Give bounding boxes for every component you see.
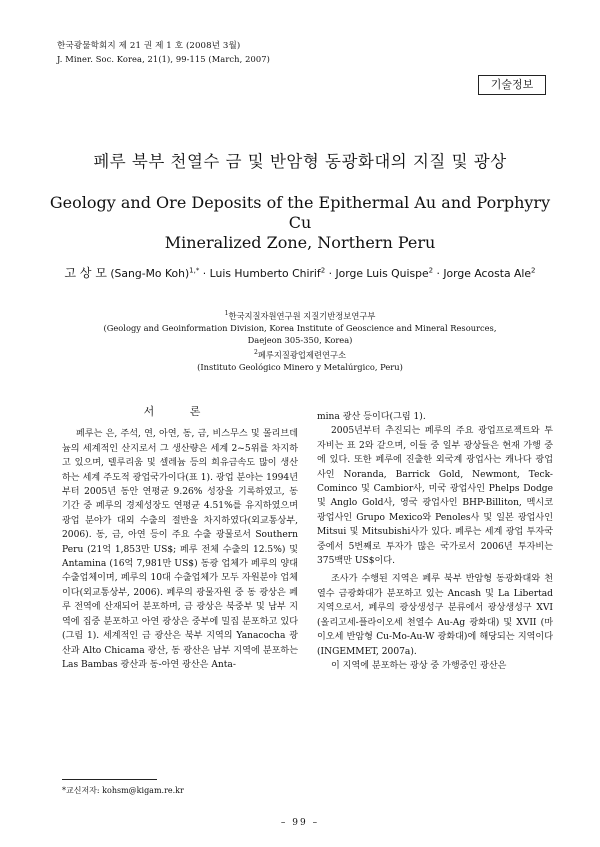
affiliation-1-address: Daejeon 305-350, Korea) [247,335,353,346]
affiliation-1-superscript: 1 [224,310,229,317]
affiliation-2-english: (Instituto Geológico Minero y Metalúrgico, Peru) [197,361,403,372]
left-paragraph-1: 페루는 은, 주석, 연, 아연, 동, 금, 비스무스 및 몰리브데늄의 세계적인 산지로서 그 생산량은 세계 2~5위를 차지하고 있으며, 텔루리움 및 셀레늄 등의 희유금속도 많이 생산하는 세계 주도적 광업국가이다(표 1). 광업 분야는 1994년부터 2005년 동안 연평균 9.26% 성장을 기록하였고, 동 기간 중 페루의 경제성장도 연평균 4.51%를 유지하였으며 광업 분야가 대외 수출의 절반을 차지하였다(외교통상부, 2006). 동, 금, 아연 등이 주요 수출 광물로서 Southern Peru (21억 1,853만 US$; 페루 전체 수출의 12.5%) 및 Antamina (16억 7,981만 US$) 동광 업체가 페루의 양대 수출업체이며, 페루의 10대 수출업체가 모두 자원분야 업체이다(외교통상부, 2006). 페루의 광물자원 중 동 광상은 페루 전역에 산재되어 분포하며, 금 광상은 북중부 및 남부 지역에 집중 분포하고 아연 광상은 중부에 밀집 분포하고 있다(그림 1). 세계적인 금 광산은 북부 지역의 Yanacocha 광산과 Alto Chicama 광산, 동 광산은 남부 지역에 분포하는 Las Bambas 광산과 동-아연 광산은 Anta- [62,429,298,670]
footnote-corresponding-author: *교신저자: kohsm@kigam.re.kr [62,786,184,795]
journal-header [57,40,270,65]
author-2: · Luis Humberto Chirif [199,267,321,280]
title-english-line-1: Geology and Ore Deposits of the Epithermal Au and Porphyry Cu [49,193,551,232]
title-english [40,193,560,253]
section-heading-introduction: 서 론 [143,405,217,418]
article-type-tag: 기술정보 [478,75,546,95]
affiliation-1 [0,308,600,322]
affiliation-1-korean: 한국지질자원연구원 지질기반정보연구부 [228,310,376,321]
right-paragraph-4: 이 지역에 분포하는 광상 중 가행중인 광산은 [331,660,507,671]
author-3-superscript: 2 [428,266,434,275]
right-paragraph-3: 조사가 수행된 지역은 페루 북부 반암형 동광화대와 천열수 금광화대가 분포하고 있는 Ancash 및 La Libertad 지역으로서, 페루의 광상생성구 분류에서 광상생성구 XVI (올리고세-플라이오세 천열수 Au-Ag 광화대) 및 XVII (마이오세 반암형 Cu-Mo-Au-W 광화대)에 해당되는 지역이다(INGEMMET, 2007a). [317,574,553,657]
right-column [317,410,553,673]
author-4: · Jorge Acosta Ale [433,267,532,280]
author-1-korean: 고 상 모 [64,266,107,280]
author-list [0,264,600,281]
author-2-superscript: 2 [320,266,326,275]
right-paragraph-1: mina 광산 등이다(그림 1). [317,412,426,422]
page-number: – 99 – [280,818,320,828]
affiliation-2-korean: 페루지질광업제련연구소 [257,349,346,360]
left-column [62,405,298,672]
affiliation-2 [0,347,600,361]
author-3: · Jorge Luis Quispe [325,267,429,280]
author-1-english: (Sang-Mo Koh) [106,267,190,280]
author-1-superscript: 1,* [189,266,200,275]
journal-line-english: J. Miner. Soc. Korea, 21(1), 99-115 (March, 2007) [57,53,270,64]
affiliations [0,308,600,373]
title-english-line-2: Mineralized Zone, Northern Peru [164,233,436,252]
author-4-superscript: 2 [531,266,536,275]
affiliation-1-english: (Geology and Geoinformation Division, Korea Institute of Geoscience and Mineral Resources, [103,323,497,334]
affiliation-2-superscript: 2 [254,348,258,356]
right-paragraph-2: 2005년부터 추진되는 페루의 주요 광업프로젝트와 투자비는 표 2와 같으며, 이들 중 일부 광상들은 현재 가행 중에 있다. 또한 페루에 진출한 외국계 광업사는 캐나다 광업사인 Noranda, Barrick Gold, Newmont, Teck-Cominco 및 Cambior사, 미국 광업사인 Phelps Dodge 및 Anglo Gold사, 영국 광업사인 BHP-Billiton, 멕시코 광업사인 Grupo Mexico와 Penoles사 및 일본 광업사인 Mitsui 및 Mitsubishi사가 있다. 페루는 세계 광업 투자국 중에서 5번째로 투자가 많은 국가로서 2006년 투자비는 375백만 US$이다. [317,426,553,567]
footnote-divider [62,779,157,780]
title-korean: 페루 북부 천열수 금 및 반암형 동광화대의 지질 및 광상 [93,152,507,171]
journal-line-korean: 한국광물학회지 제 21 권 제 1 호 (2008년 3월) [57,41,241,51]
